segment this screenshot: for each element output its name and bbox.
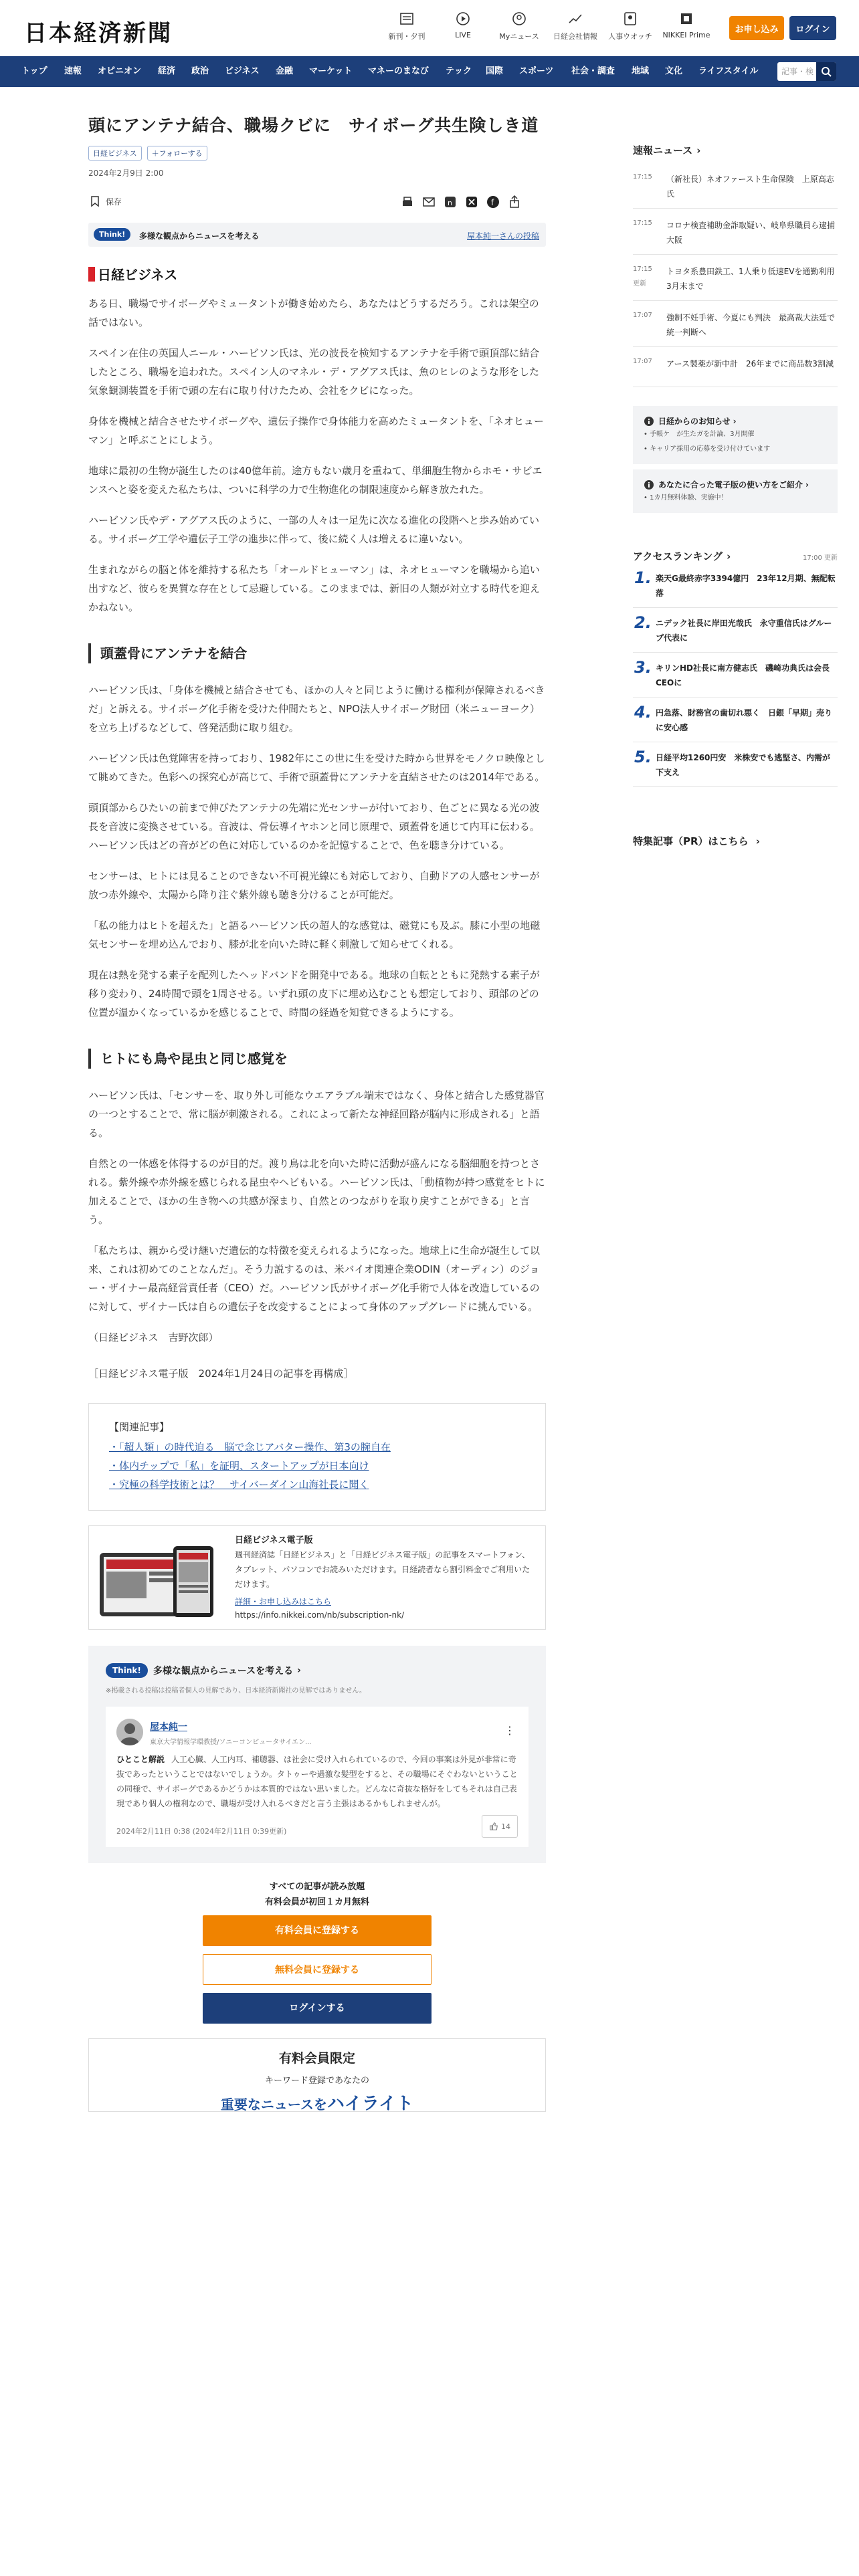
reprint-note: ［日経ビジネス電子版 2024年1月24日の記事を再構成］ <box>88 1368 354 1380</box>
breaking-news-item[interactable]: 17:15 （新社長）ネオファースト生命保険 上原高志氏 <box>633 163 838 209</box>
chevron-right-icon: › <box>733 416 737 426</box>
tag-nikkei-business[interactable]: 日経ビジネス <box>88 146 142 160</box>
promo-link[interactable]: 詳細・お申し込みはこちら <box>235 1597 332 1606</box>
paragraph: ハービソン氏は、「身体を機械と結合させても、ほかの人々と同じように働ける権利が保障されるべきだ」と訴える。サイボーグ化手術を受けた仲間たちと、NPO法人サイボーグ財団（米ニューヨーク）を立ち上げるなどして、啓発活動に取り組む。 <box>88 684 545 734</box>
chart-icon <box>567 11 583 27</box>
nav-item-culture[interactable]: 文化 <box>665 66 683 76</box>
commenter-role: 東京大学情報学環教授/ソニーコンピュータサイエン... <box>150 1739 312 1746</box>
people-icon <box>622 11 638 27</box>
svg-text:n: n <box>448 199 452 207</box>
paragraph: ハービソン氏やデ・アグアス氏のように、一部の人々は一足先に次なる進化の段階へと歩み始めている。サイボーグ工学や遺伝子工学の進歩に伴って、後に続く人は増えるに違いない。 <box>88 514 539 545</box>
search-button[interactable] <box>816 62 836 81</box>
play-icon <box>455 11 471 27</box>
login-bottom-button[interactable]: ログインする <box>203 1993 432 2024</box>
nav-item-opinion[interactable]: オピニオン <box>98 66 142 76</box>
user-icon <box>511 11 527 27</box>
notice-item[interactable]: • 手帳ケ が生たガを計論、3月開催 <box>644 431 755 438</box>
info-icon <box>644 416 654 427</box>
think-badge: Think! <box>106 1663 148 1678</box>
signup-section <box>88 1879 546 2024</box>
newspaper-icon <box>399 11 415 27</box>
ranking-item[interactable]: 2. ニデック社長に岸田光哉氏 永守重信氏はグループ代表に <box>633 608 838 653</box>
publish-date: 2024年2月9日 2:00 <box>88 169 164 178</box>
nav-item-breaking[interactable]: 速報 <box>64 66 82 76</box>
follow-button[interactable]: ＋フォローする <box>147 146 207 160</box>
chevron-right-icon: › <box>805 479 809 490</box>
mail-icon[interactable] <box>421 195 436 209</box>
think-heading[interactable]: Think! 多様な観点からニュースを考える › <box>106 1663 529 1678</box>
save-button[interactable]: 保存 <box>88 195 122 208</box>
byline: （日経ビジネス 吉野次郎） <box>88 1331 219 1344</box>
think-badge: Think! <box>94 228 130 241</box>
util-mynews[interactable]: Myニュース <box>494 11 545 41</box>
nav-item-region[interactable]: 地域 <box>632 66 650 76</box>
chevron-right-icon: › <box>696 144 701 156</box>
util-newspaper[interactable]: 新刊・夕刊 <box>381 11 432 41</box>
source-logo: 日経ビジネス <box>88 264 546 284</box>
notice-heading[interactable]: 日経からのお知らせ › <box>644 415 827 427</box>
svg-text:f: f <box>491 198 494 207</box>
article-headline: 頭にアンテナ結合、職場クビに サイボーグ共生険しき道 <box>88 116 539 135</box>
nav-item-market[interactable]: マーケット <box>309 66 353 76</box>
paragraph: 頭頂部からひたいの前まで伸びたアンテナの先端に光センサーが付いており、色ごとに異なる光の波長を音波に変換させている。音波は、骨伝導イヤホンと同じ原理で、頭蓋骨を通じて内耳に伝わる。ハービソン氏はどの音がどの色に対応しているのかを記憶することで、色を聴き分けている。 <box>88 802 540 851</box>
breaking-news-item[interactable]: 17:07 アース製薬が新中計 26年までに商品数3割減 <box>633 347 838 387</box>
like-button[interactable]: 14 <box>482 1815 518 1838</box>
ranking-header <box>633 549 838 563</box>
think-comments <box>88 1646 546 1863</box>
paragraph: 「私たちは、親から受け継いだ遺伝的な特徴を変えられるようになった。地球上に生命が誕生して以来、これは初めてのことなんだ」。そう力説するのは、米バイオ関連企業ODIN（オーディン）のジョー・ザイナー最高経営責任者（CEO）だ。ハービソン氏がサイボーグ化手術で人体を改造しているのに対して、ザイナー氏は自らの遺伝子を改変することによって身体のアップグレードに挑んでいる。 <box>88 1245 541 1313</box>
nav-item-finance[interactable]: 金融 <box>276 66 294 76</box>
ranking-item[interactable]: 1. 楽天G最終赤字3394億円 23年12月期、無配転落 <box>633 563 838 608</box>
commenter-name[interactable]: 屋本純一 <box>150 1722 187 1733</box>
util-live[interactable]: LIVE <box>438 11 488 39</box>
breaking-news-item[interactable]: 17:07 強制不妊手術、今夏にも判決 最高裁大法廷で統一判断へ <box>633 301 838 347</box>
think-bar[interactable] <box>88 223 546 247</box>
nav-item-top[interactable]: トップ <box>21 66 47 76</box>
member-box-highlight: 重要なニュースをハイライト <box>220 2094 414 2114</box>
notice-item[interactable]: • キャリア採用の応募を受け付けています <box>644 445 771 453</box>
notice-item[interactable]: • 1カ月無料体験、実施中！ <box>644 494 728 502</box>
related-link[interactable]: ・体内チップで「私」を証明、スタートアップが日本向け <box>109 1460 369 1472</box>
bookmark-icon <box>88 195 102 208</box>
member-highlight-box <box>88 2038 546 2112</box>
sidebar <box>633 87 843 848</box>
nav-item-lifestyle[interactable]: ライフスタイル <box>698 66 759 76</box>
info-icon <box>644 479 654 490</box>
nav-item-money[interactable]: マネーのまなび <box>368 66 430 76</box>
x-share-icon[interactable] <box>464 195 479 209</box>
promo-url[interactable]: https://info.nikkei.com/nb/subscription-nk/ <box>235 1610 405 1620</box>
comment-body: ひとこと解説 人工心臓、人工内耳、補聴器、は社会に受け入れられているので、今回の事案は外見が非常に奇抜であったということではないでしょうか。タトゥーや過激な髪型をすると、その職場にそぐわないということの同様で、サイボーグであるかどうかは本質的ではない思いました。どんなに奇抜な格好をしてもそれは自己表現であり個人の権利なので、職場が受け入れるべきだと言う主張はあるかもしれませんが。 <box>116 1755 518 1808</box>
devices-illustration <box>93 1539 227 1620</box>
pr-features-link[interactable]: 特集記事（PR）はこちら › <box>633 835 760 847</box>
chevron-right-icon: › <box>727 550 731 562</box>
nikkei-business-promo <box>88 1525 546 1630</box>
article-toolbar <box>88 192 546 215</box>
related-link[interactable]: ・究極の科学技術とは？ サイバーダイン山海社長に聞く <box>109 1479 369 1491</box>
ranking-item[interactable]: 3. キリンHD社長に南方健志氏 磯崎功典氏は会長CEOに <box>633 653 838 697</box>
main-nav <box>0 56 859 87</box>
facebook-icon[interactable] <box>486 195 500 209</box>
related-link[interactable]: ・「超人類」の時代迫る 脳で念じアバター操作、第3の腕自在 <box>109 1441 391 1453</box>
section-heading: ヒトにも鳥や昆虫と同じ感覚を <box>88 1049 546 1069</box>
search-input[interactable]: 記事・検 <box>777 62 836 81</box>
free-signup-button[interactable]: 無料会員に登録する <box>203 1954 432 1985</box>
section-heading: 頭蓋骨にアンテナを結合 <box>88 643 546 663</box>
paragraph: 現在は熱を発する素子を配列したヘッドバンドを開発中である。地球の自転とともに発熱する素子が移り変わり、24時間で頭を1周させる。いずれ頭の皮下に埋め込むことも想定しており、頭部のどの位置が温かくなっているかを感じることで、時間の経過を知覚できるようにする。 <box>88 969 540 1018</box>
nav-item-politics[interactable]: 政治 <box>191 66 209 76</box>
nav-item-business[interactable]: ビジネス <box>225 66 260 76</box>
util-company-info[interactable]: 日経会社情報 <box>550 11 601 41</box>
paragraph: ある日、職場でサイボーグやミュータントが働き始めたら、あなたはどうするだろう。これは架空の話ではない。 <box>88 298 539 328</box>
promo-title: 日経ビジネス電子版 <box>235 1535 313 1545</box>
print-icon[interactable] <box>400 195 415 209</box>
breaking-news-item[interactable]: 17:15 コロナ検査補助金詐取疑い、岐阜県職員ら逮捕 大阪 <box>633 209 838 255</box>
breaking-news-item[interactable]: 17:15 更新 トヨタ系豊田鉄工、1人乗り低速EVを通勤利用 3月末まで <box>633 255 838 301</box>
nav-item-economy[interactable]: 経済 <box>158 66 176 76</box>
paragraph: スペイン在住の英国人ニール・ハービソン氏は、光の波長を検知するアンテナを手術で頭頂部に結合したところ、職場を追われた。スペイン人のマネル・デ・アグアス氏は、魚のヒレのような形をした気象観測装置を手術で頭の左右に取り付けたため、会社をクビになった。 <box>88 347 540 397</box>
signup-line1: すべての記事が読み放題 <box>269 1882 365 1892</box>
ranking-updated: 17:00 更新 <box>803 554 838 562</box>
promo-text: 週刊経済誌「日経ビジネス」と「日経ビジネス電子版」の記事をスマートフォン、タブレット、パソコンでお読みいただけます。日経読者なら割引料金でご利用いただけます。 <box>235 1550 531 1589</box>
more-menu-icon[interactable]: ⋮ <box>504 1724 515 1737</box>
paragraph: 生まれながらの脳と体を維持する私たち「オールドヒューマン」は、ネオヒューマンを職場から追い出すなど、彼らを異質な存在として忌避している。このままでは、新旧の人類が対立する時代を迎えかねない。 <box>88 564 541 613</box>
nav-item-sports[interactable]: スポーツ <box>519 66 554 76</box>
ranking-item[interactable]: 5. 日経平均1260円安 米株安でも逃堅さ、内需が下支え <box>633 742 838 787</box>
site-logo[interactable]: 日本経済新聞 <box>24 20 173 47</box>
note-icon[interactable] <box>443 195 458 209</box>
notice-heading[interactable]: あなたに合った電子版の使い方をご紹介 › <box>644 479 827 490</box>
breaking-news-title[interactable]: 速報ニュース › <box>633 144 701 156</box>
paragraph: ハービソン氏は、「センサーを、取り外し可能なウエアラブル端末ではなく、身体と結合した感覚器官の一つとすることで、常に脳が刺激される。これによって新たな神経回路が脳内に形成される」と語る。 <box>88 1089 545 1139</box>
login-button[interactable]: ログイン <box>789 16 836 40</box>
prime-icon <box>678 11 694 27</box>
think-disclaimer: ※掲載される投稿は投稿者個人の見解であり、日本経済新聞社の見解ではありません。 <box>106 1687 366 1695</box>
related-title: 【関連記事】 <box>109 1421 170 1433</box>
nav-item-world[interactable]: 国際 <box>486 66 504 76</box>
paragraph: 「私の能力はヒトを超えた」と語るハービソン氏の超人的な感覚は、磁覚にも及ぶ。膝に小型の地磁気センサーを埋め込んでおり、膝が北を向いた時に軽く刺激して知らせてくれる。 <box>88 920 541 950</box>
nav-item-tech[interactable]: テック <box>446 66 472 76</box>
comment-time: 2024年2月11日 0:38 (2024年2月11日 0:39更新) <box>116 1827 287 1836</box>
think-bar-text: 多様な観点からニュースを考える <box>139 231 260 241</box>
person-icon <box>116 1719 143 1745</box>
comment-label: ひとこと解説 <box>116 1755 165 1764</box>
chevron-right-icon: › <box>297 1665 301 1676</box>
thumbs-up-icon <box>489 1822 498 1831</box>
think-author-link[interactable]: 屋本純一さんの投稿 <box>466 231 539 241</box>
share-icon[interactable] <box>507 195 522 209</box>
paragraph: センサーは、ヒトには見ることのできない不可視光線にも対応しており、自動ドアの人感センサーが放つ赤外線や、太陽から降り注ぐ紫外線も聴き分けることが可能だ。 <box>88 870 540 901</box>
search-icon <box>821 66 832 77</box>
site-header <box>0 0 859 56</box>
member-box-sub: キーワード登録であなたの <box>264 2076 369 2086</box>
nikkei-notice <box>633 406 838 464</box>
member-box-title: 有料会員限定 <box>278 2051 355 2066</box>
paragraph: 地球に最初の生物が誕生したのは40億年前。途方もない歳月を重ねて、単細胞生物からホモ・サピエンスへと姿を変えた私たちは、ついに科学の力で生物進化の制限速度から解き放たれた。 <box>88 465 543 496</box>
ranking-item[interactable]: 4. 円急落、財務官の歯切れ悪く 日銀「早期」売りに安心感 <box>633 697 838 742</box>
nav-item-society[interactable]: 社会・調査 <box>571 66 615 76</box>
subscribe-button[interactable]: お申し込み <box>729 16 784 40</box>
avatar[interactable] <box>116 1719 143 1745</box>
util-nikkei-prime[interactable]: NIKKEI Prime <box>661 11 712 39</box>
paid-signup-button[interactable]: 有料会員に登録する <box>203 1915 432 1946</box>
comment-card <box>106 1707 529 1847</box>
paragraph: 自然との一体感を体得するのが目的だ。渡り鳥は北を向いた時に活動が盛んになる脳細胞を持つとされる。紫外線や赤外線を感じられる昆虫やヘビもいる。ハービソン氏は、「動植物が持つ感覚をヒトに加えることで、ほかの生き物への共感が深まり、自然とのつながりを取り戻すことができる」と言う。 <box>88 1158 545 1226</box>
util-people-watch[interactable]: 人事ウオッチ <box>605 11 656 41</box>
paragraph: 身体を機械と結合させたサイボーグや、遺伝子操作で身体能力を高めたミュータントを、「ネオヒューマン」と呼ぶことにしよう。 <box>88 415 544 446</box>
source-logo-mark <box>88 267 95 282</box>
article-tags <box>88 146 546 160</box>
chevron-right-icon: › <box>755 835 760 847</box>
related-articles <box>88 1403 546 1511</box>
paragraph: ハービソン氏は色覚障害を持っており、1982年にこの世に生を受けた時から世界をモノクロ映像として眺めてきた。色彩への探究心が高じて、手術で頭蓋骨にアンテナを直結させたのは2014年である。 <box>88 752 545 783</box>
article <box>88 87 546 2112</box>
signup-line2: 有料会員が初回１カ月無料 <box>264 1897 369 1907</box>
usage-guide-notice <box>633 469 838 513</box>
ranking-title[interactable]: アクセスランキング › <box>633 550 731 562</box>
